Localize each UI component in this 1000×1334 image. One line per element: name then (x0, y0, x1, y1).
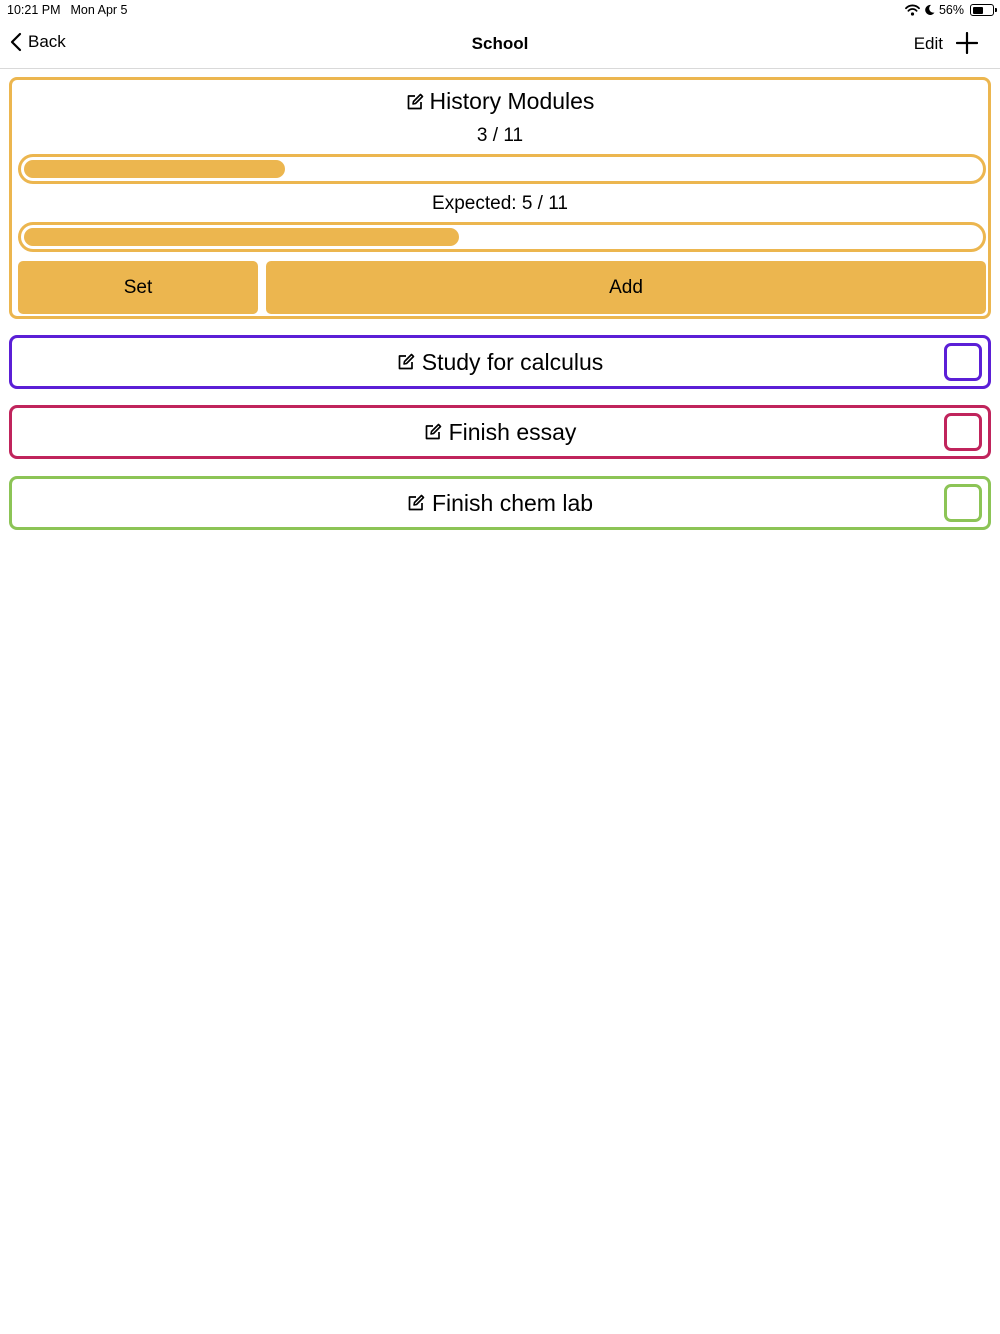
task-label-row (12, 338, 988, 386)
status-date: Mon Apr 5 (70, 3, 128, 17)
set-button[interactable]: Set (18, 261, 258, 314)
page-title: School (471, 34, 529, 53)
edit-icon (397, 353, 415, 371)
edit-icon (406, 93, 424, 111)
goal-title: History Modules (429, 88, 595, 114)
goal-card (9, 77, 991, 319)
goal-title-row[interactable] (12, 88, 988, 115)
wifi-icon (905, 4, 920, 16)
battery-percent: 56% (938, 3, 964, 17)
task-checkbox[interactable] (944, 343, 982, 381)
task-label: Finish essay (448, 418, 577, 445)
task-label-row (12, 408, 988, 456)
expected-progress-bar (18, 222, 986, 252)
expected-progress-fill (24, 228, 459, 246)
edit-button[interactable]: Edit (913, 34, 943, 53)
task-row-study-for-calculus[interactable] (9, 335, 991, 389)
edit-icon (424, 423, 442, 441)
task-row-finish-chem-lab[interactable] (9, 476, 991, 530)
progress-fill (24, 160, 285, 178)
status-time: 10:21 PM (7, 3, 61, 17)
task-checkbox[interactable] (944, 413, 982, 451)
task-label: Finish chem lab (431, 489, 594, 516)
task-row-finish-essay[interactable] (9, 405, 991, 459)
task-label-row (12, 479, 988, 527)
status-left (7, 3, 128, 17)
edit-icon (407, 494, 425, 512)
status-right (905, 3, 994, 17)
back-label: Back (28, 32, 66, 51)
goal-count: 3 / 11 (476, 125, 524, 146)
task-label: Study for calculus (421, 348, 604, 375)
task-checkbox[interactable] (944, 484, 982, 522)
navigation-bar (0, 20, 1000, 69)
progress-bar (18, 154, 986, 184)
plus-icon[interactable] (956, 32, 978, 54)
expected-count: Expected: 5 / 11 (432, 193, 568, 214)
battery-icon (970, 4, 994, 16)
add-button[interactable]: Add (266, 261, 986, 314)
status-bar (0, 0, 1000, 20)
battery-level (973, 7, 984, 14)
moon-icon (924, 4, 935, 16)
